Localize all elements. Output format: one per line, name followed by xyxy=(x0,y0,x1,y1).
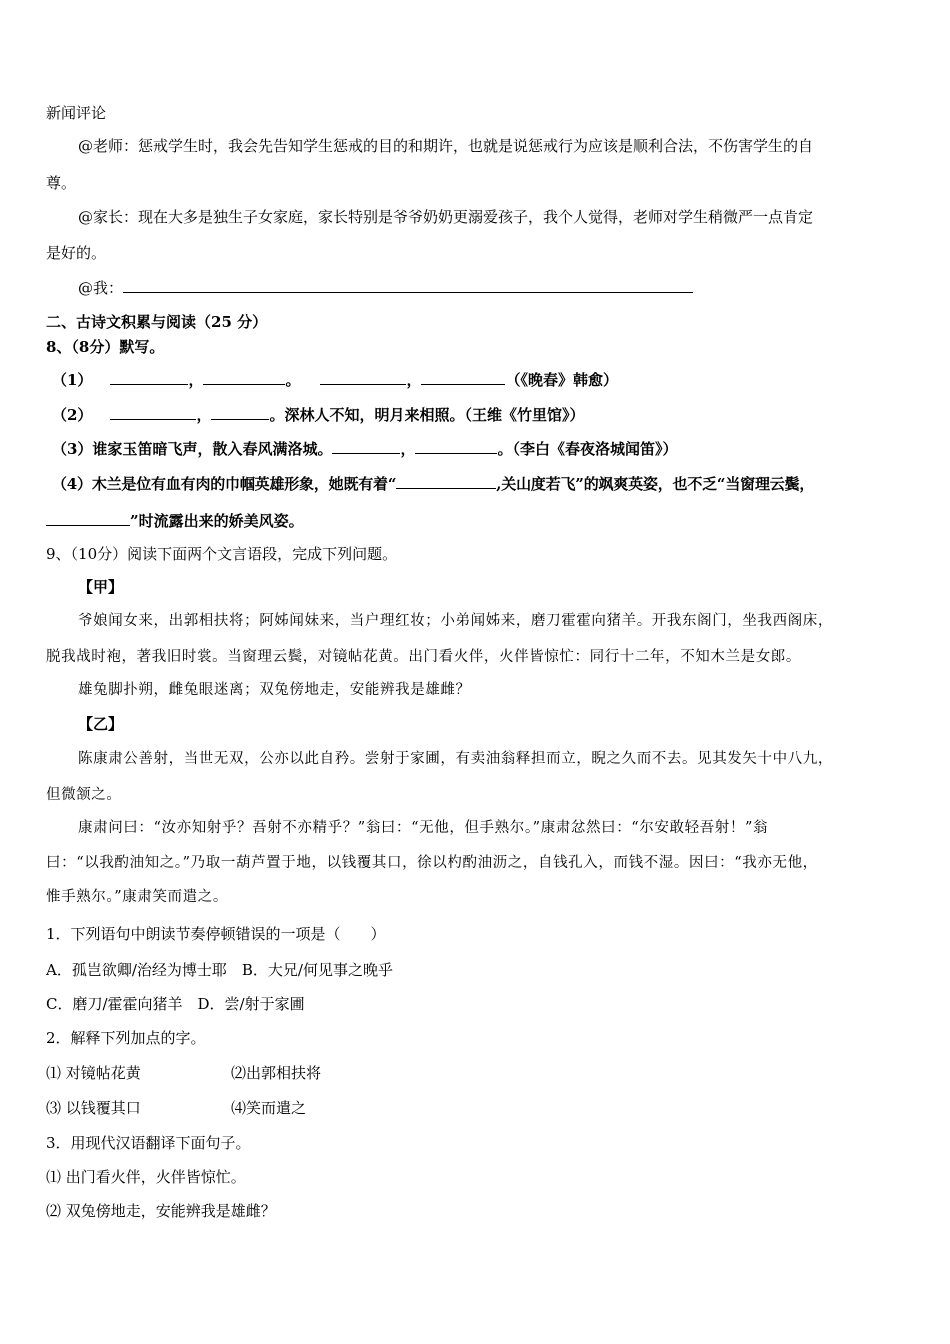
q9-translate1: ⑴ 出门看火伴，火伴皆惊忙。 xyxy=(46,1168,246,1186)
news-comment-heading: 新闻评论 xyxy=(46,104,107,122)
passage-jia-line1: 爷娘闻女来，出郭相扶将；阿姊闻妹来，当户理红妆；小弟闻姊来，磨刀霍霍向猪羊。开我东阁门，坐我西阁床， xyxy=(78,613,833,629)
q8-s4-blank1[interactable] xyxy=(396,473,496,489)
q8-sentence1 xyxy=(52,369,618,390)
passage-yi-line5: 惟手熟尔。”康肃笑而遣之。 xyxy=(46,889,228,905)
my-comment-label: @我： xyxy=(78,279,124,297)
q8-s1-period: 。 xyxy=(285,371,301,389)
passage-yi-line1: 陈康肃公善射，当世无双，公亦以此自矜。尝射于家圃，有卖油翁释担而立，睨之久而不去。见其发矢十中八九， xyxy=(78,751,833,767)
section2-title: 二、古诗文积累与阅读（25 分） xyxy=(46,313,268,331)
my-comment-blank[interactable] xyxy=(123,277,693,293)
parent-comment-line2: 是好的。 xyxy=(46,244,107,262)
q9-translate2: ⑵ 双兔傍地走，安能辨我是雄雌？ xyxy=(46,1202,276,1220)
q8-s3-source: 。（李白《春夜洛城闻笛》） xyxy=(497,440,678,458)
q8-s1-blank1[interactable] xyxy=(110,369,188,385)
q9-options-ab[interactable]: A．孤岂欲卿/治经为博士耶 B．大兄/何见事之晚乎 xyxy=(46,961,393,979)
q9-word2: ⑵出郭相扶将 xyxy=(231,1064,322,1082)
passage-yi-label: 【乙】 xyxy=(78,715,124,733)
q9-word3: ⑶ 以钱覆其口 xyxy=(46,1099,141,1117)
q8-s1-comma: ， xyxy=(188,371,204,389)
q8-s1-blank2[interactable] xyxy=(203,369,285,385)
q9-sub2: 2．解释下列加点的字。 xyxy=(46,1029,206,1047)
q8-s4-text-b: ,关山度若飞”的飒爽英姿，也不乏“当窗理云鬓， xyxy=(496,475,815,493)
q8-s1-source: （《晚春》韩愈） xyxy=(505,371,618,389)
q8-sentence4-line1 xyxy=(52,473,814,494)
q8-s2-blank2[interactable] xyxy=(211,404,269,420)
passage-yi-line4: 曰：“以我酌油知之。”乃取一葫芦置于地，以钱覆其口，徐以杓酌油沥之，自钱孔入，而钱不湿。因曰：“我亦无他， xyxy=(46,855,818,871)
q8-s2-comma: ， xyxy=(196,406,212,424)
q8-s1-blank4[interactable] xyxy=(421,369,505,385)
q8-s4-text-a: （4）木兰是位有血有肉的巾帼英雄形象，她既有着“ xyxy=(52,475,397,493)
passage-jia-label: 【甲】 xyxy=(78,578,124,596)
parent-comment-line1: @家长：现在大多是独生子女家庭，家长特别是爷爷奶奶更溺爱孩子，我个人觉得，老师对学生稍微严一点肯定 xyxy=(78,208,814,226)
q9-heading: 9、（10分）阅读下面两个文言语段，完成下列问题。 xyxy=(46,545,398,563)
q8-s1-number: （1） xyxy=(52,371,93,389)
teacher-comment-line2: 尊。 xyxy=(46,174,77,192)
q9-word4: ⑷笑而遣之 xyxy=(231,1099,307,1117)
q9-word1: ⑴ 对镜帖花黄 xyxy=(46,1064,141,1082)
q8-s4-text-c: ”时流露出来的娇美风姿。 xyxy=(130,512,304,530)
q8-s3-blank1[interactable] xyxy=(332,438,400,454)
q8-s3-blank2[interactable] xyxy=(415,438,497,454)
q8-s3-comma: ， xyxy=(400,440,416,458)
q8-s2-blank1[interactable] xyxy=(110,404,196,420)
passage-jia-line2: 脱我战时袍，著我旧时裳。当窗理云鬓，对镜帖花黄。出门看火伴，火伴皆惊忙：同行十二年，不知木兰是女郎。 xyxy=(46,649,801,665)
q8-sentence4-line2 xyxy=(46,510,304,531)
q8-heading: 8、（8分）默写。 xyxy=(46,338,165,356)
q9-sub3: 3．用现代汉语翻译下面句子。 xyxy=(46,1134,251,1152)
q8-s4-blank2[interactable] xyxy=(46,510,130,526)
my-comment-row xyxy=(78,277,693,298)
q8-s3-text: （3）谁家玉笛暗飞声，散入春风满洛城。 xyxy=(52,440,333,458)
q8-sentence2 xyxy=(52,404,584,425)
q8-s2-number: （2） xyxy=(52,406,93,424)
q9-options-cd[interactable]: C．磨刀/霍霍向猪羊 D．尝/射于家圃 xyxy=(46,995,305,1013)
q8-s1-blank3[interactable] xyxy=(320,369,406,385)
passage-yi-line2: 但微颔之。 xyxy=(46,787,122,803)
passage-yi-line3: 康肃问曰：“汝亦知射乎？吾射不亦精乎？”翁曰：“无他，但手熟尔。”康肃忿然曰：“尔安敢轻吾射！”翁 xyxy=(78,820,769,836)
passage-jia-line3: 雄兔脚扑朔，雌兔眼迷离；双兔傍地走，安能辨我是雄雌？ xyxy=(78,682,471,698)
q8-sentence3 xyxy=(52,438,677,459)
q8-s1-comma2: ， xyxy=(406,371,422,389)
q9-sub1: 1．下列语句中朗读节奏停顿错误的一项是（ ） xyxy=(46,925,386,943)
q8-s2-rest: 。深林人不知，明月来相照。（王维《竹里馆》） xyxy=(269,406,585,424)
teacher-comment-line1: @老师：惩戒学生时，我会先告知学生惩戒的目的和期许，也就是说惩戒行为应该是顺利合法，不伤害学生的自 xyxy=(78,137,814,155)
